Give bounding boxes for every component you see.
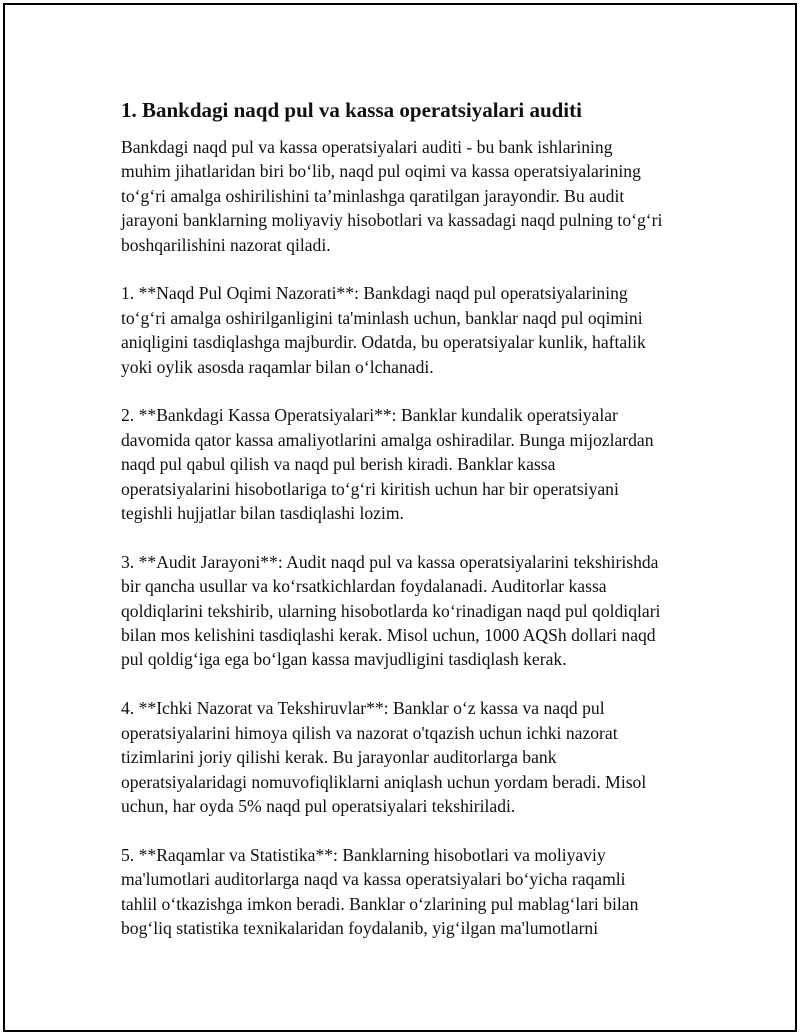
text-line: pul qoldig‘iga ega bo‘lgan kassa mavjudligini tasdiqlash kerak. [121, 649, 567, 670]
text-line: bilan mos kelishini tasdiqlashi kerak. Misol uchun, 1000 AQSh dollari naqd [121, 625, 656, 646]
text-line: yoki oylik asosda raqamlar bilan o‘lchanadi. [121, 356, 434, 377]
text-line: 3. **Audit Jarayoni**: Audit naqd pul va kassa operatsiyalarini tekshirishda [121, 551, 659, 572]
text-line: qoldiqlarini tekshirib, ularning hisobotlarda ko‘rinadigan naqd pul qoldiqlari [121, 600, 661, 621]
intro-paragraph [121, 135, 701, 257]
text-line: operatsiyalarini hisobotlariga to‘g‘ri kiritish uchun har bir operatsiyani [121, 478, 619, 499]
text-line: 2. **Bankdagi Kassa Operatsiyalari**: Banklar kundalik operatsiyalar [121, 405, 618, 426]
text-line: muhim jihatlaridan biri bo‘lib, naqd pul oqimi va kassa operatsiyalarining [121, 161, 641, 182]
text-line: 5. **Raqamlar va Statistika**: Banklarning hisobotlari va moliyaviy [121, 844, 606, 865]
text-line: jarayoni banklarning moliyaviy hisobotlari va kassadagi naqd pulning to‘g‘ri [121, 210, 663, 231]
document-title: 1. Bankdagi naqd pul va kassa operatsiyalari auditi [121, 98, 582, 122]
text-line: tizimlarini joriy qilishi kerak. Bu jarayonlar auditorlarga bank [121, 747, 557, 768]
text-line: operatsiyalarini himoya qilish va nazorat o'tqazish uchun ichki nazorat [121, 722, 618, 743]
text-line: ma'lumotlari auditorlarga naqd va kassa operatsiyalari bo‘yicha raqamli [121, 869, 626, 890]
section-paragraph-5 [121, 843, 701, 941]
section-paragraph-1 [121, 281, 701, 379]
text-line: 4. **Ichki Nazorat va Tekshiruvlar**: Banklar o‘z kassa va naqd pul [121, 698, 605, 719]
text-line: aniqligini tasdiqlashga majburdir. Odatda, bu operatsiyalar kunlik, haftalik [121, 332, 646, 353]
text-line: bir qancha usullar va ko‘rsatkichlardan foydalanadi. Auditorlar kassa [121, 576, 607, 597]
page-frame [3, 3, 797, 1032]
text-line: to‘g‘ri amalga oshirilganligini ta'minlash uchun, banklar naqd pul oqimini [121, 307, 643, 328]
text-line: to‘g‘ri amalga oshirilishini ta’minlashga qaratilgan jarayondir. Bu audit [121, 185, 625, 206]
section-paragraph-3 [121, 550, 701, 672]
text-line: bog‘liq statistika texnikalaridan foydalanib, yig‘ilgan ma'lumotlarni [121, 917, 599, 938]
text-line: naqd pul qabul qilish va naqd pul berish kiradi. Banklar kassa [121, 454, 556, 475]
text-line: tahlil o‘tkazishga imkon beradi. Banklar o‘zlarining pul mablag‘lari bilan [121, 893, 639, 914]
text-line: uchun, har oyda 5% naqd pul operatsiyalari tekshiriladi. [121, 795, 516, 816]
text-line: boshqarilishini nazorat qiladi. [121, 234, 331, 255]
text-line: 1. **Naqd Pul Oqimi Nazorati**: Bankdagi naqd pul operatsiyalarining [121, 283, 628, 304]
text-line: Bankdagi naqd pul va kassa operatsiyalari auditi - bu bank ishlarining [121, 137, 613, 157]
text-line: davomida qator kassa amaliyotlarini amalga oshiradilar. Bunga mijozlardan [121, 429, 654, 450]
section-paragraph-4 [121, 696, 701, 818]
text-line: operatsiyalaridagi nomuvofiqliklarni aniqlash uchun yordam beradi. Misol [121, 771, 647, 792]
section-paragraph-2 [121, 403, 701, 525]
document-body [121, 97, 701, 965]
text-line: tegishli hujjatlar bilan tasdiqlashi lozim. [121, 503, 404, 524]
